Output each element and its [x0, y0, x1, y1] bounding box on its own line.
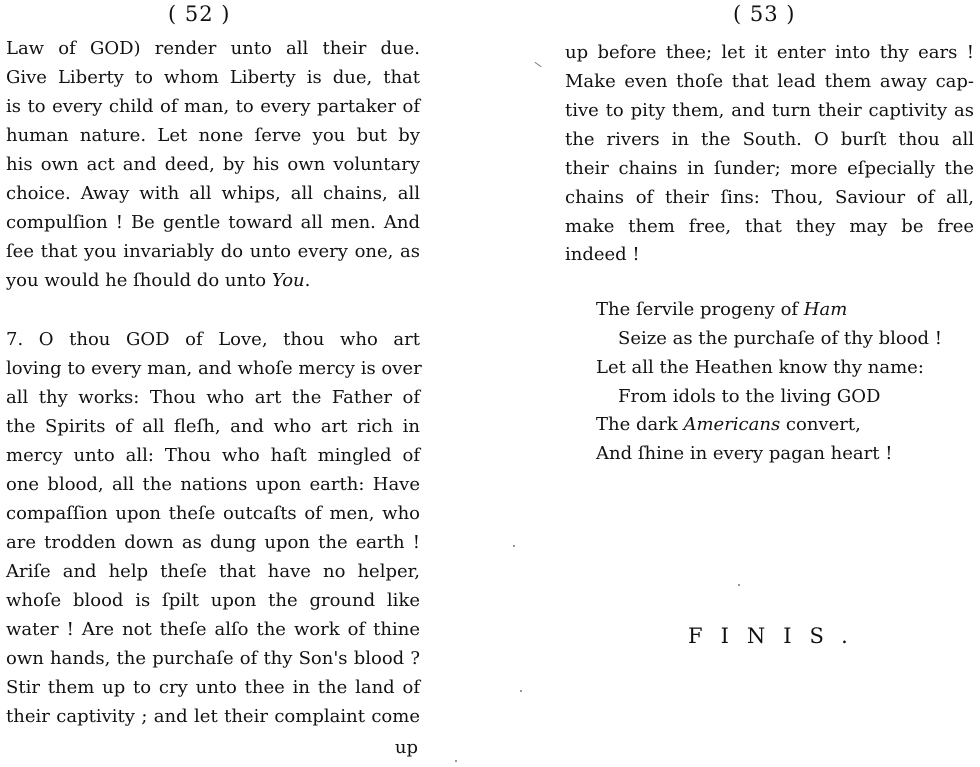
left-line-3: is to every child of man, to every partaker of: [6, 96, 420, 117]
right-line-2: Make even thoſe that lead them away cap-: [565, 71, 974, 92]
left-line-19: whoſe blood is ſpilt upon the ground like: [6, 590, 420, 611]
verse-line-2: Seize as the purchaſe of thy blood !: [618, 328, 943, 349]
left-line-18: Ariſe and help theſe that have no helper,: [6, 561, 420, 582]
right-line-5: their chains in ſunder; more eſpecially the: [565, 158, 974, 179]
left-line-11: loving to every man, and whoſe mercy is over: [6, 358, 422, 379]
paper-speck: [513, 545, 515, 547]
paper-speck: [455, 760, 457, 762]
left-line-5: his own act and deed, by his own voluntary: [6, 154, 420, 175]
left-line-15: one blood, all the nations upon earth: Have: [6, 474, 420, 495]
verse-line-4: From idols to the living GOD: [618, 386, 881, 407]
italic-ham: Ham: [803, 299, 848, 320]
right-line-7: make them free, that they may be free: [565, 216, 974, 237]
left-page: [0, 0, 440, 767]
left-line-9: you would he ſhould do unto You.: [6, 270, 311, 291]
italic-you: You: [271, 270, 305, 291]
left-line-14: mercy unto all: Thou who haſt mingled of: [6, 445, 420, 466]
right-line-3: tive to pity them, and turn their captivity as: [565, 100, 974, 121]
verse-line-1: The ſervile progeny of Ham: [596, 299, 848, 320]
right-line-6: chains of their ſins: Thou, Saviour of all,: [565, 187, 974, 208]
right-line-8: indeed !: [565, 244, 640, 265]
left-line-1: Law of GOD) render unto all their due.: [6, 38, 420, 59]
left-line-4: human nature. Let none ſerve you but by: [6, 125, 420, 146]
left-line-21: own hands, the purchaſe of thy Son's blood ?: [6, 648, 420, 669]
verse-line-6: And ſhine in every pagan heart !: [596, 443, 893, 464]
left-line-2: Give Liberty to whom Liberty is due, that: [6, 67, 420, 88]
left-line-6: choice. Away with all whips, all chains, all: [6, 183, 420, 204]
left-line-8: ſee that you invariably do unto every one, as: [6, 241, 420, 262]
page-number-52: ( 52 ): [168, 2, 231, 26]
paper-speck: [738, 584, 740, 586]
left-line-13: the Spirits of all fleſh, and who art rich in: [6, 416, 420, 437]
left-line-10: 7. O thou GOD of Love, thou who art: [6, 329, 420, 350]
left-line-12: all thy works: Thou who art the Father of: [6, 387, 420, 408]
left-line-20: water ! Are not theſe alſo the work of thine: [6, 619, 420, 640]
left-line-16: compaſſion upon theſe outcaſts of men, who: [6, 503, 420, 524]
right-line-1: up before thee; let it enter into thy ears !: [565, 42, 974, 63]
paper-speck: [520, 690, 522, 692]
finis: FINIS.: [688, 624, 866, 648]
left-line-23: their captivity ; and let their complaint come: [6, 706, 420, 727]
left-line-22: Stir them up to cry unto thee in the land of: [6, 677, 420, 698]
catchword: up: [394, 737, 418, 758]
italic-americans: Americans: [683, 414, 781, 435]
left-line-7: compulſion ! Be gentle toward all men. And: [6, 212, 420, 233]
left-line-17: are trodden down as dung upon the earth !: [6, 532, 420, 553]
verse-line-5: The dark Americans convert,: [596, 414, 861, 435]
right-line-4: the rivers in the South. O burſt thou all: [565, 129, 974, 150]
verse-line-3: Let all the Heathen know thy name:: [596, 357, 924, 378]
right-page: [540, 0, 980, 767]
page-number-53: ( 53 ): [733, 2, 796, 26]
